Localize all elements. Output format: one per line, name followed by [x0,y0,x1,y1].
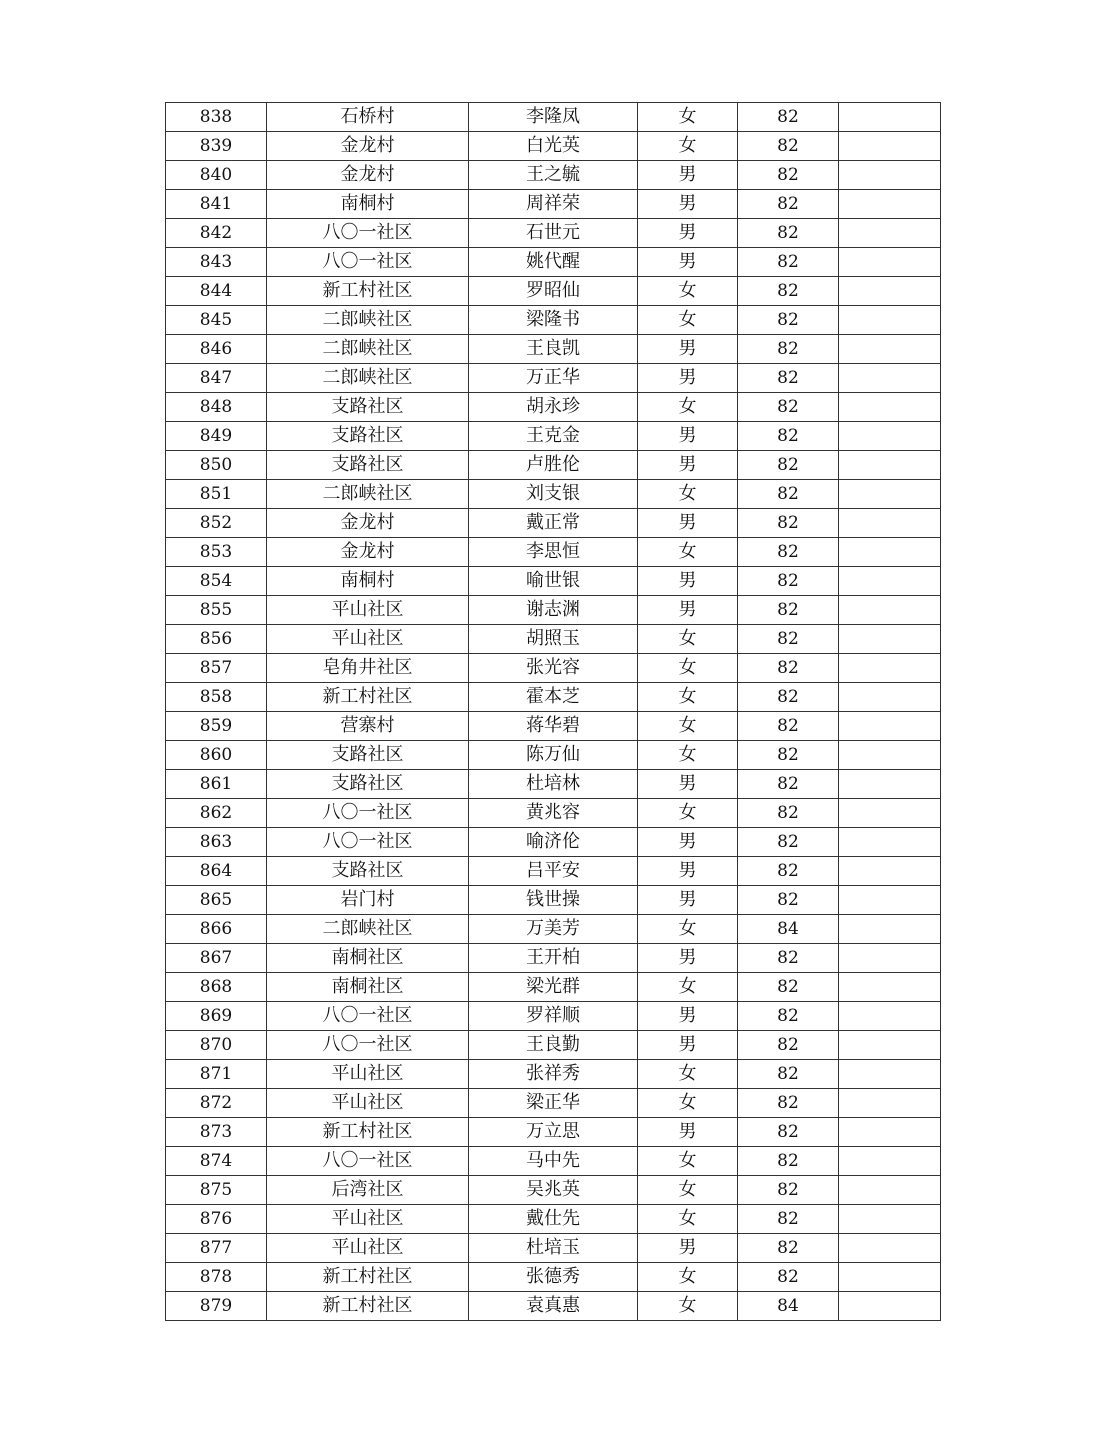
remark-cell [839,219,941,248]
remark-cell [839,654,941,683]
serial-number-cell: 846 [166,335,267,364]
age-cell: 82 [738,219,839,248]
gender-cell: 女 [638,799,738,828]
name-cell: 梁光群 [469,973,638,1002]
community-cell: 二郎峡社区 [267,335,469,364]
table-row [166,161,941,190]
remark-cell [839,944,941,973]
remark-cell [839,364,941,393]
name-cell: 陈万仙 [469,741,638,770]
serial-number-cell: 871 [166,1060,267,1089]
serial-number-cell: 848 [166,393,267,422]
gender-cell: 男 [638,1234,738,1263]
name-cell: 张德秀 [469,1263,638,1292]
serial-number-cell: 862 [166,799,267,828]
table-row [166,654,941,683]
remark-cell [839,161,941,190]
name-cell: 钱世操 [469,886,638,915]
community-cell: 支路社区 [267,857,469,886]
table-row [166,770,941,799]
name-cell: 戴仕先 [469,1205,638,1234]
gender-cell: 男 [638,944,738,973]
serial-number-cell: 856 [166,625,267,654]
name-cell: 罗祥顺 [469,1002,638,1031]
table-row [166,538,941,567]
gender-cell: 男 [638,509,738,538]
remark-cell [839,683,941,712]
community-cell: 金龙村 [267,509,469,538]
age-cell: 82 [738,1147,839,1176]
age-cell: 82 [738,828,839,857]
gender-cell: 女 [638,741,738,770]
serial-number-cell: 854 [166,567,267,596]
table-row [166,683,941,712]
table-row [166,306,941,335]
gender-cell: 男 [638,770,738,799]
community-cell: 八〇一社区 [267,1147,469,1176]
remark-cell [839,248,941,277]
name-cell: 梁隆书 [469,306,638,335]
gender-cell: 男 [638,1002,738,1031]
gender-cell: 女 [638,1147,738,1176]
community-cell: 二郎峡社区 [267,915,469,944]
community-cell: 金龙村 [267,161,469,190]
age-cell: 82 [738,1060,839,1089]
table-row [166,596,941,625]
age-cell: 82 [738,335,839,364]
remark-cell [839,625,941,654]
serial-number-cell: 869 [166,1002,267,1031]
gender-cell: 女 [638,1292,738,1321]
community-cell: 金龙村 [267,132,469,161]
roster-table-body [166,103,941,1321]
community-cell: 支路社区 [267,393,469,422]
age-cell: 82 [738,857,839,886]
name-cell: 谢志渊 [469,596,638,625]
gender-cell: 男 [638,422,738,451]
name-cell: 马中先 [469,1147,638,1176]
age-cell: 82 [738,596,839,625]
remark-cell [839,509,941,538]
remark-cell [839,190,941,219]
serial-number-cell: 842 [166,219,267,248]
age-cell: 82 [738,509,839,538]
table-row [166,944,941,973]
serial-number-cell: 873 [166,1118,267,1147]
community-cell: 支路社区 [267,770,469,799]
community-cell: 支路社区 [267,422,469,451]
name-cell: 黄兆容 [469,799,638,828]
name-cell: 霍本芝 [469,683,638,712]
table-row [166,567,941,596]
community-cell: 平山社区 [267,1089,469,1118]
table-row [166,422,941,451]
serial-number-cell: 860 [166,741,267,770]
age-cell: 82 [738,944,839,973]
gender-cell: 男 [638,1031,738,1060]
name-cell: 李隆凤 [469,103,638,132]
remark-cell [839,393,941,422]
age-cell: 82 [738,161,839,190]
gender-cell: 男 [638,190,738,219]
community-cell: 二郎峡社区 [267,480,469,509]
serial-number-cell: 874 [166,1147,267,1176]
age-cell: 82 [738,770,839,799]
remark-cell [839,132,941,161]
gender-cell: 女 [638,480,738,509]
name-cell: 王良凯 [469,335,638,364]
remark-cell [839,741,941,770]
serial-number-cell: 866 [166,915,267,944]
table-row [166,190,941,219]
age-cell: 82 [738,1031,839,1060]
age-cell: 82 [738,799,839,828]
table-row [166,1292,941,1321]
serial-number-cell: 845 [166,306,267,335]
serial-number-cell: 851 [166,480,267,509]
table-row [166,335,941,364]
gender-cell: 男 [638,161,738,190]
serial-number-cell: 850 [166,451,267,480]
age-cell: 82 [738,1263,839,1292]
community-cell: 皂角井社区 [267,654,469,683]
table-row [166,799,941,828]
roster-table [165,102,941,1321]
serial-number-cell: 838 [166,103,267,132]
serial-number-cell: 870 [166,1031,267,1060]
community-cell: 岩门村 [267,886,469,915]
table-row [166,712,941,741]
community-cell: 平山社区 [267,1205,469,1234]
gender-cell: 女 [638,1089,738,1118]
name-cell: 石世元 [469,219,638,248]
community-cell: 平山社区 [267,596,469,625]
serial-number-cell: 858 [166,683,267,712]
name-cell: 罗昭仙 [469,277,638,306]
remark-cell [839,1205,941,1234]
remark-cell [839,915,941,944]
remark-cell [839,1292,941,1321]
community-cell: 营寨村 [267,712,469,741]
name-cell: 王良勤 [469,1031,638,1060]
gender-cell: 女 [638,1176,738,1205]
gender-cell: 女 [638,712,738,741]
age-cell: 82 [738,654,839,683]
community-cell: 平山社区 [267,1060,469,1089]
remark-cell [839,480,941,509]
table-row [166,103,941,132]
gender-cell: 女 [638,393,738,422]
table-row [166,915,941,944]
serial-number-cell: 855 [166,596,267,625]
gender-cell: 女 [638,625,738,654]
name-cell: 蒋华碧 [469,712,638,741]
serial-number-cell: 849 [166,422,267,451]
remark-cell [839,886,941,915]
name-cell: 卢胜伦 [469,451,638,480]
name-cell: 万立思 [469,1118,638,1147]
remark-cell [839,770,941,799]
name-cell: 刘支银 [469,480,638,509]
age-cell: 84 [738,915,839,944]
remark-cell [839,306,941,335]
community-cell: 八〇一社区 [267,799,469,828]
community-cell: 八〇一社区 [267,219,469,248]
community-cell: 金龙村 [267,538,469,567]
gender-cell: 女 [638,1263,738,1292]
serial-number-cell: 853 [166,538,267,567]
serial-number-cell: 852 [166,509,267,538]
gender-cell: 女 [638,654,738,683]
name-cell: 张光容 [469,654,638,683]
age-cell: 82 [738,306,839,335]
gender-cell: 男 [638,335,738,364]
age-cell: 82 [738,973,839,1002]
gender-cell: 男 [638,248,738,277]
serial-number-cell: 857 [166,654,267,683]
community-cell: 八〇一社区 [267,1031,469,1060]
age-cell: 82 [738,103,839,132]
age-cell: 82 [738,480,839,509]
remark-cell [839,103,941,132]
table-row [166,1002,941,1031]
table-row [166,857,941,886]
gender-cell: 女 [638,1205,738,1234]
remark-cell [839,451,941,480]
name-cell: 戴正常 [469,509,638,538]
serial-number-cell: 878 [166,1263,267,1292]
community-cell: 支路社区 [267,741,469,770]
age-cell: 82 [738,451,839,480]
serial-number-cell: 864 [166,857,267,886]
age-cell: 82 [738,1176,839,1205]
age-cell: 82 [738,393,839,422]
gender-cell: 男 [638,1118,738,1147]
age-cell: 82 [738,712,839,741]
serial-number-cell: 865 [166,886,267,915]
remark-cell [839,277,941,306]
community-cell: 平山社区 [267,625,469,654]
table-row [166,480,941,509]
age-cell: 82 [738,1205,839,1234]
gender-cell: 男 [638,451,738,480]
remark-cell [839,1089,941,1118]
name-cell: 万正华 [469,364,638,393]
community-cell: 八〇一社区 [267,1002,469,1031]
remark-cell [839,973,941,1002]
age-cell: 82 [738,538,839,567]
serial-number-cell: 844 [166,277,267,306]
name-cell: 周祥荣 [469,190,638,219]
table-row [166,1205,941,1234]
serial-number-cell: 872 [166,1089,267,1118]
serial-number-cell: 861 [166,770,267,799]
table-row [166,1089,941,1118]
community-cell: 石桥村 [267,103,469,132]
gender-cell: 女 [638,1060,738,1089]
serial-number-cell: 876 [166,1205,267,1234]
age-cell: 82 [738,1089,839,1118]
age-cell: 82 [738,886,839,915]
community-cell: 新工村社区 [267,1263,469,1292]
gender-cell: 男 [638,828,738,857]
name-cell: 喻济伦 [469,828,638,857]
table-row [166,509,941,538]
age-cell: 82 [738,1002,839,1031]
serial-number-cell: 875 [166,1176,267,1205]
gender-cell: 女 [638,915,738,944]
age-cell: 82 [738,190,839,219]
age-cell: 82 [738,132,839,161]
name-cell: 王开柏 [469,944,638,973]
table-row [166,248,941,277]
remark-cell [839,857,941,886]
table-row [166,132,941,161]
community-cell: 南桐社区 [267,973,469,1002]
community-cell: 新工村社区 [267,683,469,712]
community-cell: 新工村社区 [267,1292,469,1321]
remark-cell [839,1002,941,1031]
name-cell: 吕平安 [469,857,638,886]
remark-cell [839,1060,941,1089]
name-cell: 姚代醒 [469,248,638,277]
gender-cell: 男 [638,567,738,596]
age-cell: 84 [738,1292,839,1321]
community-cell: 南桐村 [267,190,469,219]
remark-cell [839,1147,941,1176]
gender-cell: 女 [638,277,738,306]
serial-number-cell: 879 [166,1292,267,1321]
age-cell: 82 [738,741,839,770]
table-row [166,1031,941,1060]
remark-cell [839,712,941,741]
serial-number-cell: 859 [166,712,267,741]
community-cell: 支路社区 [267,451,469,480]
remark-cell [839,828,941,857]
age-cell: 82 [738,683,839,712]
serial-number-cell: 847 [166,364,267,393]
table-row [166,973,941,1002]
remark-cell [839,422,941,451]
name-cell: 吴兆英 [469,1176,638,1205]
gender-cell: 男 [638,596,738,625]
serial-number-cell: 839 [166,132,267,161]
remark-cell [839,1234,941,1263]
remark-cell [839,596,941,625]
gender-cell: 女 [638,538,738,567]
gender-cell: 女 [638,103,738,132]
name-cell: 李思恒 [469,538,638,567]
table-row [166,741,941,770]
community-cell: 新工村社区 [267,277,469,306]
gender-cell: 女 [638,683,738,712]
name-cell: 喻世银 [469,567,638,596]
table-row [166,451,941,480]
community-cell: 平山社区 [267,1234,469,1263]
table-row [166,886,941,915]
name-cell: 杜培林 [469,770,638,799]
remark-cell [839,538,941,567]
age-cell: 82 [738,1118,839,1147]
serial-number-cell: 877 [166,1234,267,1263]
age-cell: 82 [738,422,839,451]
name-cell: 杜培玉 [469,1234,638,1263]
gender-cell: 男 [638,219,738,248]
table-row [166,625,941,654]
name-cell: 胡永珍 [469,393,638,422]
remark-cell [839,1031,941,1060]
name-cell: 张祥秀 [469,1060,638,1089]
table-row [166,393,941,422]
age-cell: 82 [738,248,839,277]
table-row [166,364,941,393]
community-cell: 八〇一社区 [267,248,469,277]
serial-number-cell: 841 [166,190,267,219]
gender-cell: 男 [638,857,738,886]
gender-cell: 女 [638,973,738,1002]
table-row [166,1263,941,1292]
age-cell: 82 [738,364,839,393]
community-cell: 南桐社区 [267,944,469,973]
name-cell: 王之毓 [469,161,638,190]
remark-cell [839,567,941,596]
table-row [166,1234,941,1263]
remark-cell [839,799,941,828]
gender-cell: 男 [638,364,738,393]
name-cell: 梁正华 [469,1089,638,1118]
age-cell: 82 [738,625,839,654]
remark-cell [839,1263,941,1292]
age-cell: 82 [738,1234,839,1263]
community-cell: 二郎峡社区 [267,364,469,393]
gender-cell: 男 [638,886,738,915]
serial-number-cell: 843 [166,248,267,277]
table-row [166,1176,941,1205]
table-row [166,1147,941,1176]
name-cell: 万美芳 [469,915,638,944]
serial-number-cell: 840 [166,161,267,190]
name-cell: 王克金 [469,422,638,451]
serial-number-cell: 868 [166,973,267,1002]
community-cell: 后湾社区 [267,1176,469,1205]
remark-cell [839,1176,941,1205]
serial-number-cell: 863 [166,828,267,857]
name-cell: 胡照玉 [469,625,638,654]
name-cell: 袁真惠 [469,1292,638,1321]
table-row [166,1118,941,1147]
community-cell: 八〇一社区 [267,828,469,857]
gender-cell: 女 [638,306,738,335]
remark-cell [839,335,941,364]
serial-number-cell: 867 [166,944,267,973]
name-cell: 白光英 [469,132,638,161]
table-row [166,828,941,857]
table-row [166,277,941,306]
remark-cell [839,1118,941,1147]
community-cell: 二郎峡社区 [267,306,469,335]
age-cell: 82 [738,277,839,306]
gender-cell: 女 [638,132,738,161]
age-cell: 82 [738,567,839,596]
table-row [166,219,941,248]
community-cell: 新工村社区 [267,1118,469,1147]
community-cell: 南桐村 [267,567,469,596]
table-row [166,1060,941,1089]
